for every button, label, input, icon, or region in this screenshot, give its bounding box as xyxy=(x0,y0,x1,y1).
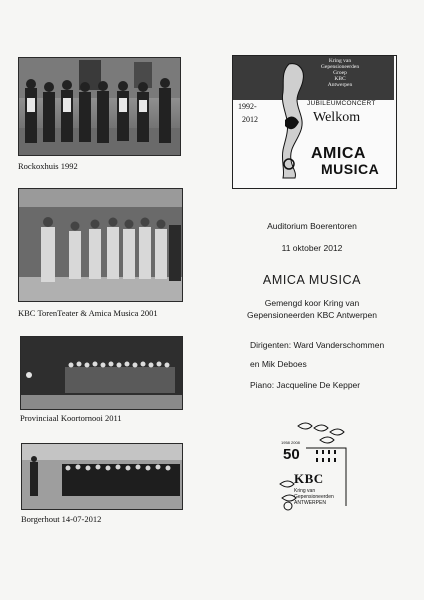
photo-caption: Provinciaal Koortornooi 2011 xyxy=(20,413,122,423)
logo-kring-text: Kring van Gepensioneerden Groep KBC Antwerpen xyxy=(320,58,360,88)
jubileum-logo xyxy=(232,55,397,189)
event-venue: Auditorium Boerentoren xyxy=(267,221,357,231)
conductors-line-1: Dirigenten: Ward Vanderschommen xyxy=(250,340,385,350)
logo-year-end: 2012 xyxy=(242,115,258,124)
logo-year-start: 1992- xyxy=(238,102,257,111)
photo-rockoxhuis xyxy=(18,57,181,156)
kbc-years: 1958 2008 xyxy=(281,440,300,445)
photo-caption: Rockoxhuis 1992 xyxy=(18,161,78,171)
photo-torenteater xyxy=(18,188,183,302)
choir-description-1: Gemengd koor Kring van xyxy=(264,298,360,308)
choir-name: AMICA MUSICA xyxy=(262,273,362,287)
photo-koortornooi xyxy=(20,336,183,410)
photo-borgerhout xyxy=(21,443,183,510)
pianist: Piano: Jacqueline De Kepper xyxy=(250,380,361,390)
logo-brand-musica: MUSICA xyxy=(321,161,380,177)
kbc-fifty: 50 xyxy=(283,446,300,463)
kbc-50-logo xyxy=(276,418,354,514)
conductors-line-2: en Mik Deboes xyxy=(250,359,307,369)
logo-welcome: Welkom xyxy=(313,110,361,125)
kbc-subtext: Kring van Gepensioneerden ANTWERPEN xyxy=(294,488,334,506)
photo-caption: Borgerhout 14-07-2012 xyxy=(21,514,102,524)
kbc-brand: KBC xyxy=(294,471,324,486)
event-date: 11 oktober 2012 xyxy=(281,243,343,253)
choir-description-2: Gepensioneerden KBC Antwerpen xyxy=(247,310,377,320)
singer-silhouette-icon xyxy=(275,60,309,182)
logo-subtitle: JUBILEUMCONCERT xyxy=(307,100,376,107)
logo-brand-amica: AMICA xyxy=(311,145,366,162)
photo-caption: KBC TorenTeater & Amica Musica 2001 xyxy=(18,308,158,318)
